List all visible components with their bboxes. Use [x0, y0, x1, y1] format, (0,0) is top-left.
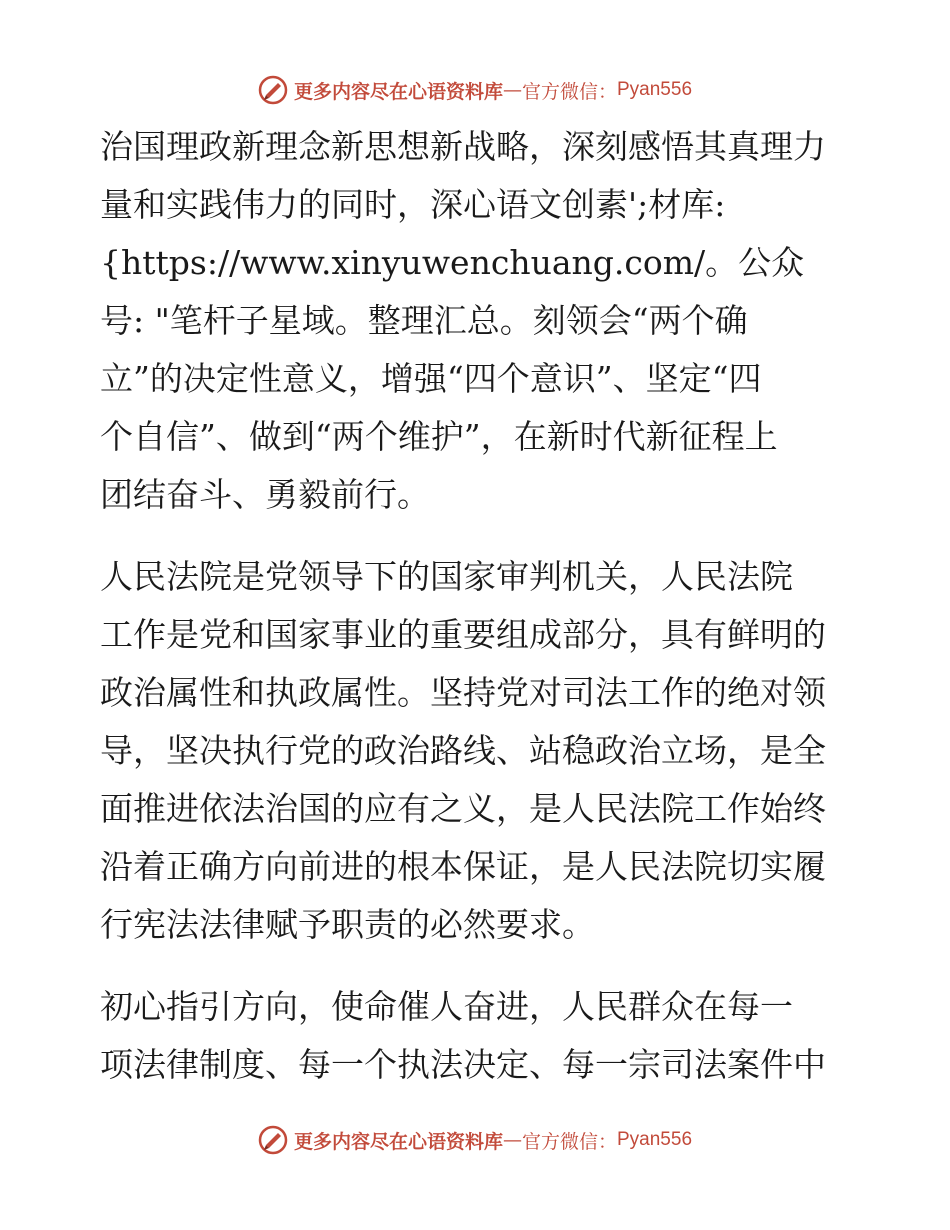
watermark-banner-top: [0, 70, 950, 110]
text-line: 量和实践伟力的同时，深心语文创素';材库:: [100, 185, 726, 224]
watermark-official: 官方微信：: [521, 80, 617, 103]
text-line: 治国理政新理念新思想新战略，深刻感悟其真理力: [100, 127, 826, 166]
brush-seal-icon: [258, 1125, 288, 1155]
text-line: 初心指引方向，使命催人奋进，人民群众在每一: [100, 987, 793, 1026]
watermark-official: 官方微信：: [521, 1130, 617, 1153]
watermark-brand: 更多内容尽在心语资料库: [293, 80, 503, 103]
paragraph-gap: [100, 524, 850, 548]
watermark-separator: —: [502, 1129, 522, 1151]
text-line: {https://www.xinyuwenchuang.com/。公众: [100, 243, 805, 282]
watermark-separator: —: [502, 79, 522, 101]
text-line: 沿着正确方向前进的根本保证，是人民法院切实履: [100, 847, 826, 886]
text-line: 面推进依法治国的应有之义，是人民法院工作始终: [100, 789, 826, 828]
paragraph: [100, 978, 850, 1094]
text-line: 政治属性和执政属性。坚持党对司法工作的绝对领: [100, 673, 826, 712]
text-line: 人民法院是党领导下的国家审判机关，人民法院: [100, 557, 793, 596]
text-line: 团结奋斗、勇毅前行。: [100, 475, 430, 514]
text-line: 立”的决定性意义，增强“四个意识”、坚定“四: [100, 359, 762, 398]
watermark-brand: 更多内容尽在心语资料库: [293, 1130, 503, 1153]
text-line: 个自信”、做到“两个维护”，在新时代新征程上: [100, 417, 778, 456]
paragraph: [100, 548, 850, 954]
watermark-wechat-id: Pyan556: [617, 79, 693, 100]
text-line: 项法律制度、每一个执法决定、每一宗司法案件中: [100, 1045, 826, 1084]
text-line: 号: "笔杆子星域。整理汇总。刻领会“两个确: [100, 301, 748, 340]
document-body: [100, 118, 850, 1094]
paragraph-gap: [100, 954, 850, 978]
text-line: 行宪法法律赋予职责的必然要求。: [100, 905, 595, 944]
text-line: 工作是党和国家事业的重要组成部分，具有鲜明的: [100, 615, 826, 654]
text-line: 导，坚决执行党的政治路线、站稳政治立场，是全: [100, 731, 826, 770]
brush-seal-icon: [258, 75, 288, 105]
paragraph: [100, 118, 850, 524]
watermark-wechat-id: Pyan556: [617, 1129, 693, 1150]
watermark-banner-bottom: [0, 1120, 950, 1160]
